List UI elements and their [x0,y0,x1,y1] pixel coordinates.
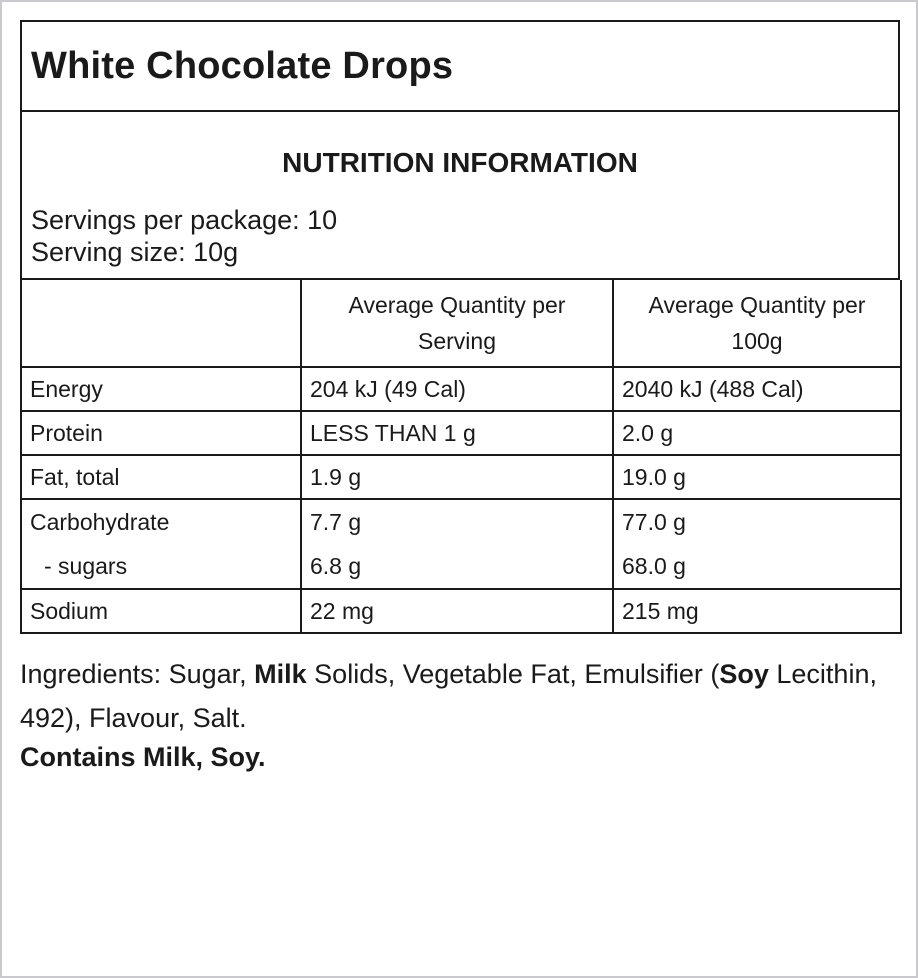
per-100g-value: 2.0 g [613,411,901,455]
table-row-sodium [21,589,901,633]
row-label: Sodium [21,589,301,633]
per-100g-value: 2040 kJ (488 Cal) [613,367,901,411]
per-100g-value: 215 mg [613,589,901,633]
nutrition-heading: NUTRITION INFORMATION [282,147,638,178]
row-label: Carbohydrate [30,509,170,535]
row-label: Protein [21,411,301,455]
table-row-protein [21,411,901,455]
table-row-fat [21,455,901,499]
row-label: Fat, total [21,455,301,499]
allergen-milk: Milk [254,659,307,689]
per-100g-value: 19.0 g [613,455,901,499]
serving-size: Serving size: 10g [31,237,239,267]
carbohydrate-per-100g-cell [613,499,901,589]
table-header-row [21,280,901,367]
per-serving-value: 22 mg [301,589,613,633]
per-serving-value: 1.9 g [301,455,613,499]
product-title: White Chocolate Drops [20,20,900,112]
nutrition-table [20,280,902,634]
sugars-per-100g-value: 68.0 g [622,553,686,579]
sub-row-label: - sugars [44,553,128,579]
per-serving-value: LESS THAN 1 g [301,411,613,455]
ingredients-part: Solids, Vegetable Fat, Emulsifier ( [306,659,720,689]
ingredients-text [20,652,880,740]
per-100g-value: 77.0 g [622,509,686,535]
header-per-serving: Average Quantity per Serving [301,280,613,367]
table-row-energy [21,367,901,411]
ingredients-part: Lecithin, 492), Flavour, Salt. [20,659,877,733]
carbohydrate-label-cell [21,499,301,589]
sugars-per-serving-value: 6.8 g [310,553,362,579]
servings-per-package: Servings per package: 10 [31,205,338,235]
per-serving-value: 204 kJ (49 Cal) [301,367,613,411]
serving-info [31,204,337,268]
nutrition-panel [20,20,900,634]
nutrition-info-box [20,112,900,280]
per-serving-value: 7.7 g [310,509,362,535]
header-per-100g: Average Quantity per 100g [613,280,901,367]
carbohydrate-per-serving-cell [301,499,613,589]
ingredients-part: Ingredients: Sugar, [20,659,255,689]
allergen-soy: Soy [719,659,769,689]
table-row-carbohydrate [21,499,901,589]
header-empty-cell [21,280,301,367]
allergen-statement: Contains Milk, Soy. [20,742,266,772]
row-label: Energy [21,367,301,411]
